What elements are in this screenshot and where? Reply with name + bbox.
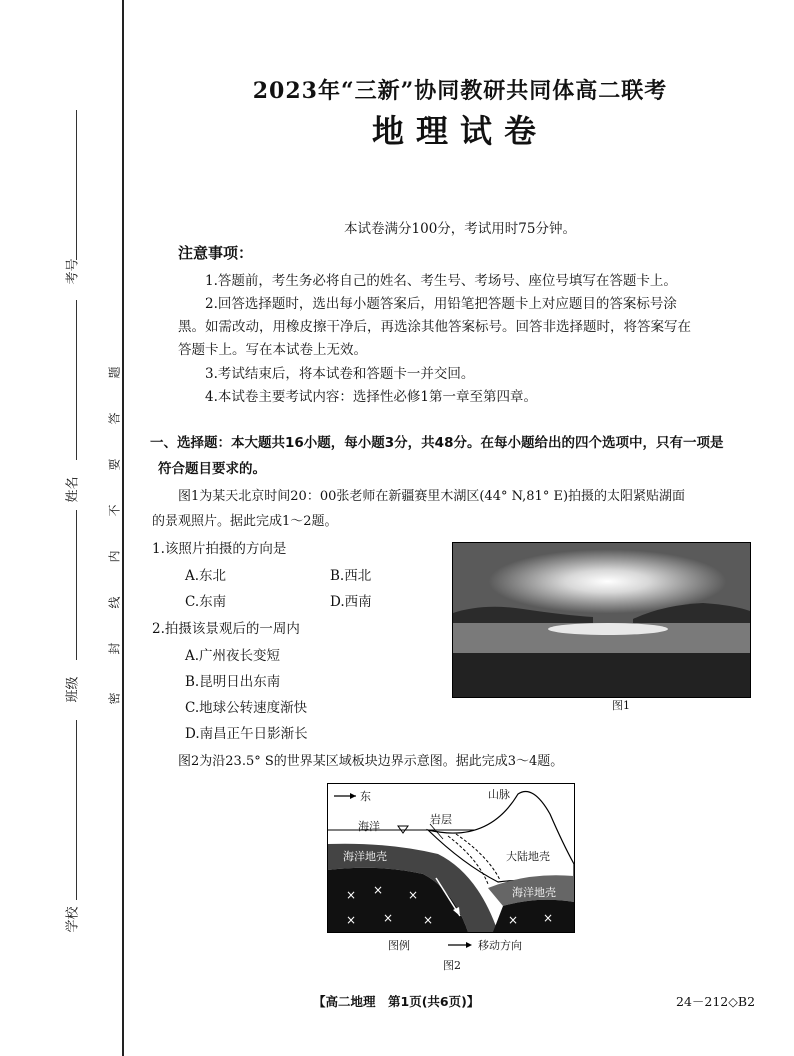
seal-char: 线 [107, 596, 122, 609]
exam-no-label: 考号 [65, 258, 81, 285]
seal-char: 不 [107, 504, 122, 517]
section-heading: 一、选择题：本大题共16小题，每小题3分，共48分。在每小题给出的四个选项中，只有一项是 [150, 435, 724, 451]
binding-line [122, 0, 124, 1056]
fig2-ocean-crust-right: 海洋地壳 [512, 886, 556, 899]
class-rule [76, 510, 77, 660]
fig2-continental-crust: 大陆地壳 [506, 850, 550, 863]
intro-text: 图1为某天北京时间20：00张老师在新疆赛里木湖区(44° N,81° E)拍摄的太阳紧贴湖面 [178, 489, 686, 504]
svg-text:×: × [543, 911, 554, 925]
name-label: 姓名 [65, 476, 81, 503]
note-item: 4.本试卷主要考试内容：选择性必修1第一章至第四章。 [205, 389, 537, 405]
svg-text:×: × [408, 888, 419, 902]
note-item: 答题卡上。写在本试卷上无效。 [178, 342, 367, 358]
svg-text:×: × [508, 913, 519, 927]
fig2-caption: 图2 [443, 959, 461, 972]
page-footer: 【高二地理 第1页(共6页)】 [313, 994, 480, 1009]
fig2-legend-text: 移动方向 [478, 939, 522, 952]
note-item: 2.回答选择题时，选出每小题答案后，用铅笔把答题卡上对应题目的答案标号涂 [205, 296, 677, 312]
seal-char: 题 [107, 366, 122, 379]
svg-text:×: × [383, 911, 394, 925]
seal-char: 内 [107, 550, 122, 563]
q2-option-b: B.昆明日出东南 [185, 674, 281, 690]
school-rule [76, 720, 77, 900]
seal-char: 封 [107, 642, 122, 655]
fig2-ocean-crust-left: 海洋地壳 [343, 850, 387, 863]
fig2-legend-arrow-icon [448, 940, 474, 950]
q1-stem: 1.该照片拍摄的方向是 [152, 541, 287, 557]
paper-code: 24－212◇B2 [676, 994, 756, 1009]
fig1-caption: 图1 [612, 699, 630, 712]
lake-sunset-photo [452, 542, 751, 698]
seal-char: 要 [107, 458, 122, 471]
q2-option-c: C.地球公转速度渐快 [185, 700, 308, 716]
q1-option-b: B.西北 [330, 568, 372, 584]
fig2-east-label: 东 [360, 790, 371, 803]
q1-option-a: A.东北 [185, 568, 227, 584]
fig2-mountain-label: 山脉 [488, 788, 510, 801]
svg-text:×: × [346, 888, 357, 902]
intro2-text: 图2为沿23.5° S的世界某区域板块边界示意图。据此完成3～4题。 [178, 754, 564, 769]
fig2-legend-label: 图例 [388, 939, 410, 952]
seal-char: 答 [107, 412, 122, 425]
svg-text:×: × [373, 883, 384, 897]
score-info: 本试卷满分100分，考试用时75分钟。 [344, 221, 576, 237]
seal-char: 密 [107, 692, 122, 705]
svg-text:×: × [423, 913, 434, 927]
note-item: 黑。如需改动，用橡皮擦干净后，再选涂其他答案标号。回答非选择题时，将答案写在 [178, 319, 691, 335]
q2-option-d: D.南昌正午日影渐长 [185, 726, 308, 742]
class-label: 班级 [65, 676, 81, 703]
section-heading-cont: 符合题目要求的。 [158, 461, 266, 477]
q2-stem: 2.拍摄该景观后的一周内 [152, 621, 300, 637]
q1-option-c: C.东南 [185, 594, 227, 610]
q2-option-a: A.广州夜长变短 [185, 648, 281, 664]
note-item: 3.考试结束后，将本试卷和答题卡一并交回。 [205, 366, 475, 382]
subject-title: 地理试卷 [371, 112, 548, 150]
plate-boundary-diagram [327, 783, 575, 933]
intro-text: 的景观照片。据此完成1～2题。 [152, 514, 338, 529]
q1-option-d: D.西南 [330, 594, 372, 610]
fig2-ocean-label: 海洋 [358, 820, 380, 833]
exam-title: 2023年“三新”协同教研共同体高二联考 [252, 78, 668, 104]
note-item: 1.答题前，考生务必将自己的姓名、考生号、考场号、座位号填写在答题卡上。 [205, 273, 677, 289]
svg-text:×: × [346, 913, 357, 927]
fig2-rock-label: 岩层 [430, 813, 452, 826]
notes-heading: 注意事项： [178, 244, 254, 262]
name-rule [76, 300, 77, 460]
school-label: 学校 [65, 906, 81, 933]
exam-no-rule [76, 110, 77, 260]
